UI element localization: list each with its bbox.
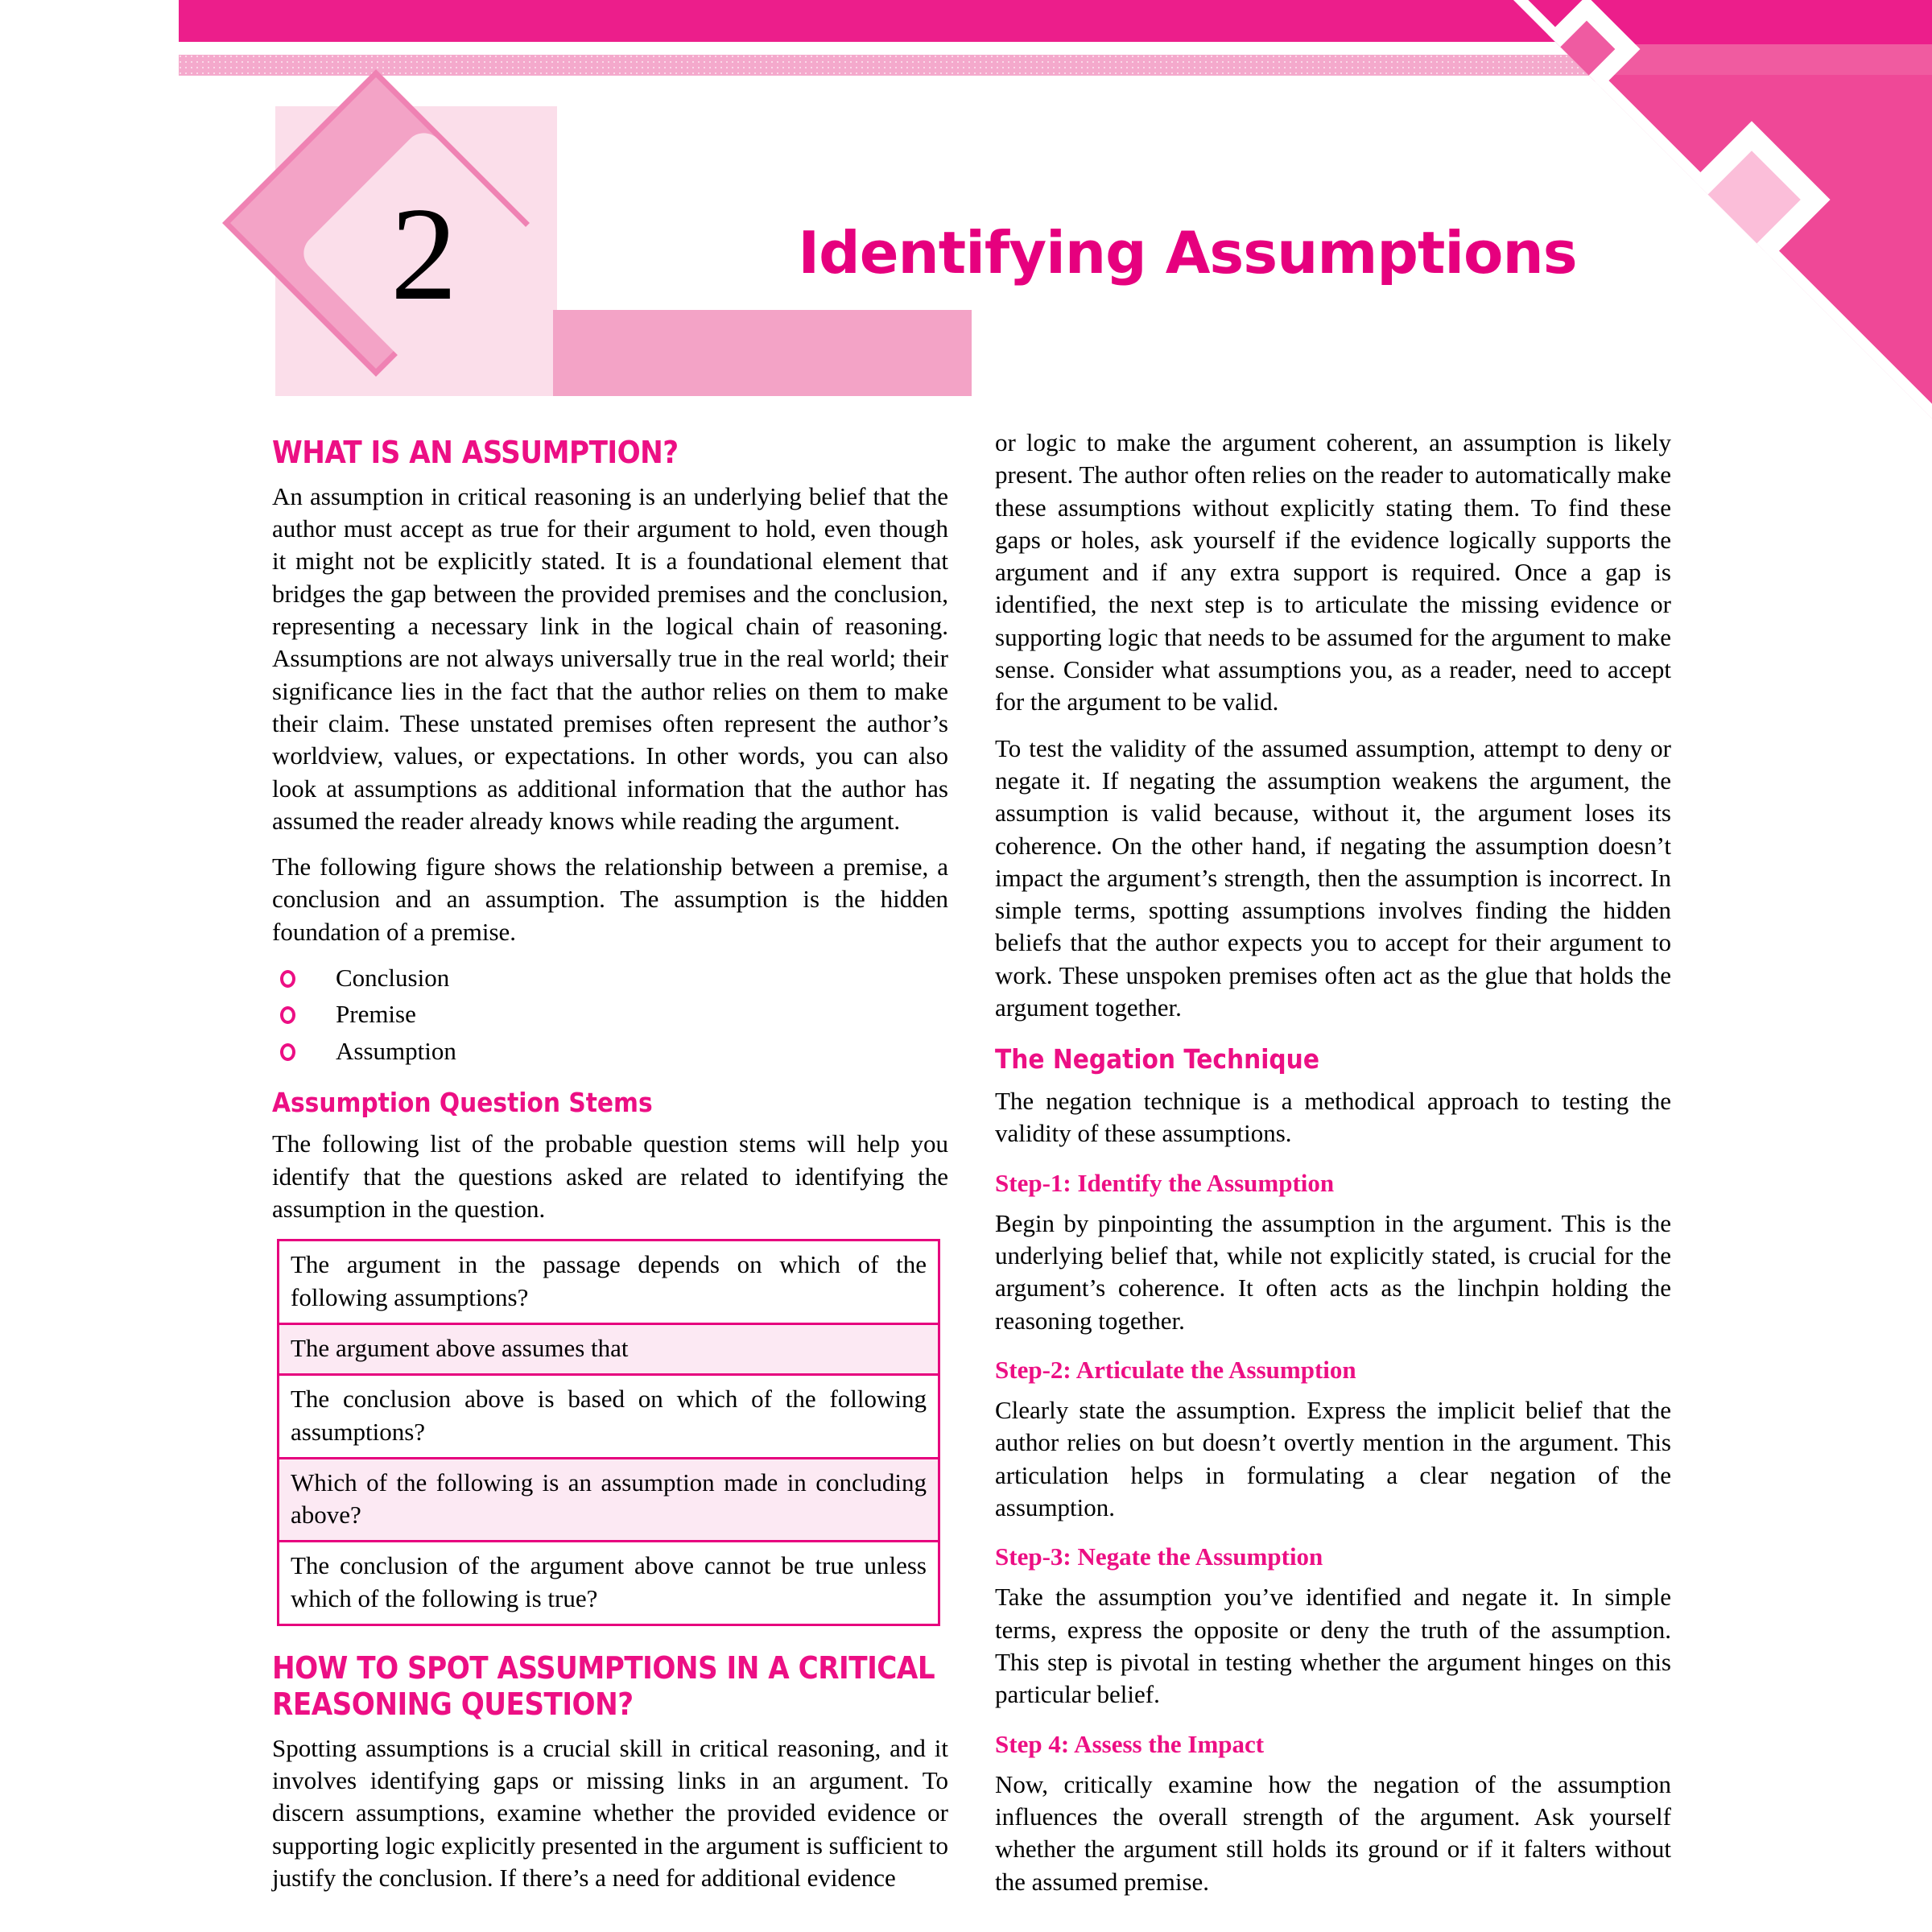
ring-bullet-icon: [280, 970, 295, 988]
paragraph-assumption-definition: An assumption in critical reasoning is an underlying belief that the author must accept as true for their argument to hold, even though it might not be explicitly stated. It is a foundational element that bridges the gap between the provided premises and the conclusion, representing a necessary link in the logical chain of reasoning. Assumptions are not always universally true in the real world; their significance lies in the fact that the author relies on them to make their claim. These unstated premises often represent the author’s worldview, values, or expectations. In other words, you can also look at assumptions as additional information that the author has assumed the reader already knows while reading the argument.: [272, 481, 948, 835]
paragraph-step-2: Clearly state the assumption. Express the implicit belief that the author relies on but doesn’t overtly mention in the argument. This articulation helps in formulating a clear negation of the assumption.: [995, 1396, 1671, 1521]
list-item: [272, 998, 948, 1030]
table-row: [279, 1542, 939, 1625]
ring-bullet-icon: [280, 1006, 295, 1024]
paragraph-spotting-assumptions: Spotting assumptions is a crucial skill in critical reasoning, and it involves identifying gaps or missing links in an argument. To discern assumptions, examine whether the provided evidence or supporting logic explicitly presented in the argument is sufficient to justify the conclusion. If there’s a need for additional evidence: [272, 1733, 948, 1892]
list-item-label: Premise: [336, 1000, 416, 1029]
heading-step-1: Step-1: Identify the Assumption: [995, 1168, 1335, 1197]
paragraph-test-validity: To test the validity of the assumed assumption, attempt to deny or negate it. If negating the assumption weakens the argument, the assumption is valid because, without it, the argument loses its coherence. On the other hand, if negating the assumption doesn’t impact the argument’s strength, then the assumption is incorrect. In simple terms, spotting assumptions involves finding the hidden beliefs that the author expects you to accept for their argument to work. These unspoken premises often act as the glue that holds the argument together.: [995, 733, 1671, 1022]
left-column: [272, 435, 948, 1908]
table-row: [279, 1323, 939, 1374]
paragraph-step-4: Now, critically examine how the negation of the assumption influences the overall strength of the argument. Ask yourself whether the argument still holds its ground or if it falters without the assumed premise.: [995, 1769, 1671, 1896]
chapter-badge: [275, 106, 710, 396]
question-stem-cell: The argument above assumes that: [279, 1323, 939, 1374]
question-stem-cell: The argument in the passage depends on which of the following assumptions?: [279, 1241, 939, 1324]
paragraph-spotting-continued: or logic to make the argument coherent, an assumption is likely present. The author often relies on the reader to automatically make these assumptions without explicitly stating them. To find these gaps or holes, ask yourself if the evidence logically supports the argument and if any extra support is required. Once a gap is identified, the next step is to articulate the missing evidence or supporting logic that needs to be assumed for the argument to make sense. Consider what assumptions you, as a reader, need to accept for the argument to be valid.: [995, 428, 1671, 716]
table-row: [279, 1241, 939, 1324]
question-stems-table: [277, 1239, 940, 1626]
badge-tail-bar: [553, 310, 972, 396]
heading-step-3: Step-3: Negate the Assumption: [995, 1542, 1323, 1571]
table-row: [279, 1375, 939, 1459]
heading-step-4: Step 4: Assess the Impact: [995, 1729, 1265, 1758]
question-stem-cell: The conclusion above is based on which of the following assumptions?: [279, 1375, 939, 1459]
heading-how-to-spot-assumptions: HOW TO SPOT ASSUMPTIONS IN A CRITICAL REASONING QUESTION?: [272, 1650, 935, 1722]
heading-the-negation-technique: The Negation Technique: [995, 1043, 1319, 1075]
paragraph-step-3: Take the assumption you’ve identified and negate it. In simple terms, express the opposite or deny the truth of the assumption. This step is pivotal in testing whether the argument hinges on this particular belief.: [995, 1583, 1671, 1709]
right-column: [995, 427, 1671, 1912]
list-item-label: Conclusion: [336, 963, 450, 992]
heading-what-is-an-assumption: WHAT IS AN ASSUMPTION?: [272, 435, 679, 470]
paragraph-question-stems-intro: The following list of the probable question stems will help you identify that the questions asked are related to identifying the assumption in the question.: [272, 1129, 948, 1224]
page-title: Identifying Assumptions: [798, 219, 1577, 287]
relationship-bullet-list: [272, 962, 948, 1067]
paragraph-figure-intro: The following figure shows the relationship between a premise, a conclusion and an assumption. The assumption is the hidden foundation of a premise.: [272, 852, 948, 946]
corner-diamond-decoration: [1513, 0, 1932, 419]
table-row: [279, 1458, 939, 1542]
question-stem-cell: Which of the following is an assumption made in concluding above?: [279, 1458, 939, 1542]
list-item-label: Assumption: [336, 1036, 456, 1065]
paragraph-negation-intro: The negation technique is a methodical approach to testing the validity of these assumptions.: [995, 1086, 1671, 1148]
paragraph-step-1: Begin by pinpointing the assumption in the argument. This is the underlying belief that, while not explicitly stated, is crucial for the argument’s coherence. It often acts as the linchpin holding the reasoning together.: [995, 1208, 1671, 1335]
list-item: [272, 962, 948, 994]
chapter-number: 2: [390, 179, 457, 328]
page-header: [0, 0, 1932, 435]
ring-bullet-icon: [280, 1043, 295, 1061]
heading-step-2: Step-2: Articulate the Assumption: [995, 1355, 1356, 1384]
list-item: [272, 1035, 948, 1067]
question-stem-cell: The conclusion of the argument above cannot be true unless which of the following is true?: [279, 1542, 939, 1625]
heading-assumption-question-stems: Assumption Question Stems: [272, 1086, 653, 1118]
